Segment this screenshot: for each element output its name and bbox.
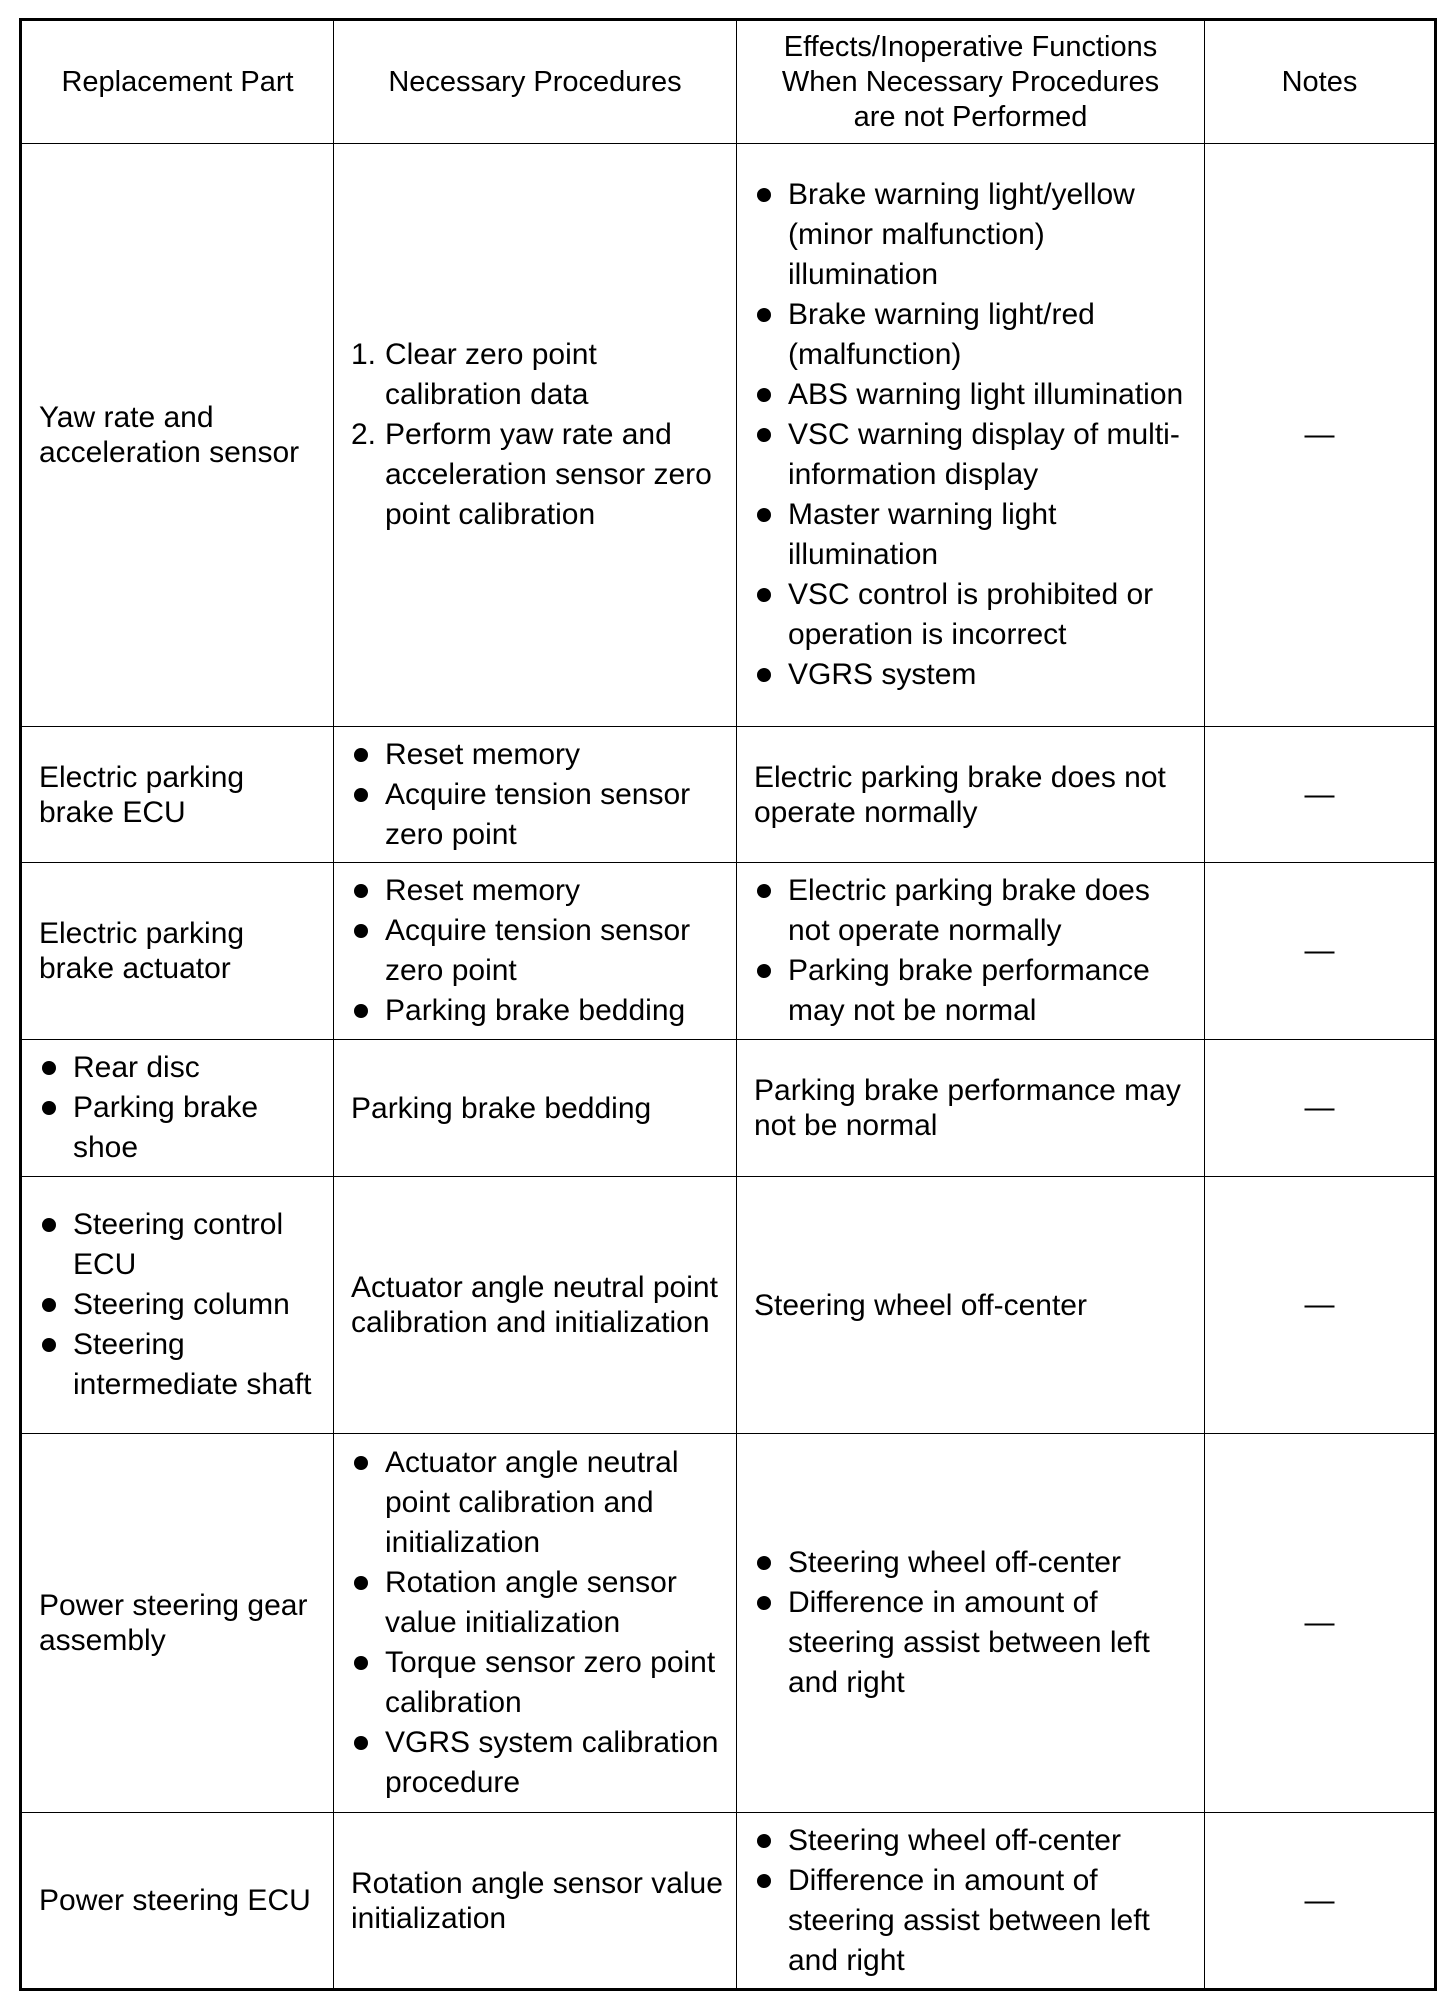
part-text: Power steering gear assembly [39,1589,308,1657]
effects-list [754,871,1196,1031]
procedures-list [351,335,728,535]
item-text: Clear zero point calibration data [385,338,597,411]
cell-effects [737,1434,1205,1813]
table-row [21,144,1436,727]
cell-part [21,1177,334,1434]
cell-effects [737,1040,1205,1177]
notes-dash: — [1304,934,1335,967]
list-item: Difference in amount of steering assist between left and right [754,1861,1196,1981]
cell-part [21,144,334,727]
cell-part [21,727,334,863]
procedures-list [351,735,728,855]
list-item: Actuator angle neutral point calibration and initialization [351,1443,728,1563]
cell-part [21,1434,334,1813]
list-item: Steering wheel off-center [754,1543,1196,1583]
cell-part [21,1040,334,1177]
list-item: Reset memory [351,735,728,775]
procedures-text: Parking brake bedding [351,1091,652,1125]
cell-notes [1205,1434,1436,1813]
effects-list [754,175,1196,695]
cell-effects [737,863,1205,1040]
list-item: Steering control ECU [39,1205,325,1285]
list-item: Parking brake shoe [39,1088,325,1168]
part-text: Yaw rate and acceleration sensor [39,401,300,469]
list-item: Steering column [39,1285,325,1325]
part-list [39,1048,325,1168]
cell-part [21,863,334,1040]
list-item: VGRS system [754,655,1196,695]
list-item: ABS warning light illumination [754,375,1196,415]
header-replacement-part: Replacement Part [21,20,334,144]
table-row [21,1434,1436,1813]
procedures-text: Actuator angle neutral point calibration and initialization [351,1271,718,1339]
item-number: 2. [351,418,377,451]
effects-list [754,1821,1196,1981]
cell-procedures [334,1177,737,1434]
list-item: Parking brake performance may not be normal [754,951,1196,1031]
list-item: Steering intermediate shaft [39,1325,325,1405]
header-row [21,20,1436,144]
table-row [21,1040,1436,1177]
item-text: Perform yaw rate and acceleration sensor zero point calibration [385,418,712,531]
cell-notes [1205,863,1436,1040]
header-notes: Notes [1205,20,1436,144]
item-number: 1. [351,338,377,371]
procedures-list [351,871,728,1031]
header-effects: Effects/Inoperative Functions When Necessary Procedures are not Performed [737,20,1205,144]
notes-dash: — [1304,418,1335,451]
header-necessary-procedures: Necessary Procedures [334,20,737,144]
cell-part [21,1813,334,1990]
list-item: Master warning light illumination [754,495,1196,575]
notes-dash: — [1304,777,1335,811]
list-item: Rotation angle sensor value initialization [351,1563,728,1643]
cell-effects [737,727,1205,863]
effects-text: Electric parking brake does not operate normally [754,760,1166,829]
list-item: Rear disc [39,1048,325,1088]
part-text: Power steering ECU [39,1884,311,1917]
notes-dash: — [1304,1091,1335,1124]
list-item: Difference in amount of steering assist between left and right [754,1583,1196,1703]
cell-notes [1205,1813,1436,1990]
procedures-list [351,1443,728,1803]
list-item: Reset memory [351,871,728,911]
table-row [21,1813,1436,1990]
list-item: VSC warning display of multi-information display [754,415,1196,495]
cell-procedures [334,1040,737,1177]
list-item: Steering wheel off-center [754,1821,1196,1861]
table-row [21,1177,1436,1434]
part-list [39,1205,325,1405]
notes-dash: — [1304,1883,1335,1917]
replacement-procedures-table [19,18,1437,1991]
table-row [21,727,1436,863]
list-item: Parking brake bedding [351,991,728,1031]
list-item: VGRS system calibration procedure [351,1723,728,1803]
cell-notes [1205,727,1436,863]
cell-procedures [334,727,737,863]
list-item: Acquire tension sensor zero point [351,775,728,855]
cell-notes [1205,144,1436,727]
cell-notes [1205,1177,1436,1434]
list-item: Brake warning light/red (malfunction) [754,295,1196,375]
cell-procedures [334,144,737,727]
part-text: Electric parking brake actuator [39,917,245,985]
notes-dash: — [1304,1288,1335,1321]
cell-procedures [334,1434,737,1813]
cell-effects [737,1813,1205,1990]
list-item [351,415,728,535]
cell-effects [737,1177,1205,1434]
cell-procedures [334,1813,737,1990]
cell-effects [737,144,1205,727]
list-item: Acquire tension sensor zero point [351,911,728,991]
table-row [21,863,1436,1040]
effects-text: Parking brake performance may not be normal [754,1074,1181,1142]
cell-procedures [334,863,737,1040]
list-item: VSC control is prohibited or operation is incorrect [754,575,1196,655]
list-item: Electric parking brake does not operate normally [754,871,1196,951]
list-item: Torque sensor zero point calibration [351,1643,728,1723]
effects-list [754,1543,1196,1703]
cell-notes [1205,1040,1436,1177]
effects-text: Steering wheel off-center [754,1288,1087,1322]
procedures-text: Rotation angle sensor value initialization [351,1866,723,1935]
list-item: Brake warning light/yellow (minor malfunction) illumination [754,175,1196,295]
list-item [351,335,728,415]
notes-dash: — [1304,1606,1335,1639]
part-text: Electric parking brake ECU [39,760,245,829]
